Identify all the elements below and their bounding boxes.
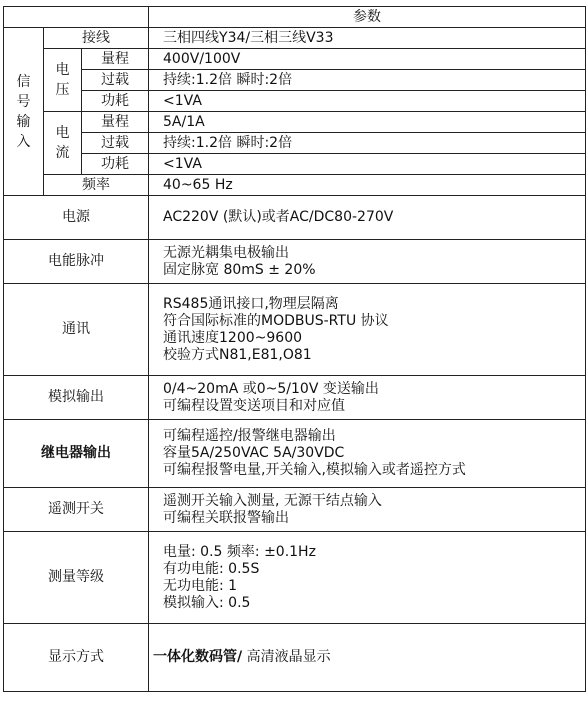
header-row [4, 7, 586, 28]
remote-switch-label-cell [4, 488, 149, 532]
display-bold-text: 一体化数码管/ [153, 649, 243, 665]
communication-label: 通讯 [62, 321, 90, 337]
display-label-cell [4, 624, 149, 692]
voltage-range-row [4, 49, 586, 70]
current-overload-row [4, 133, 586, 154]
communication-row [4, 284, 586, 376]
voltage-overload-label-cell [82, 70, 149, 91]
current-overload-label-cell [82, 133, 149, 154]
relay-output-label: 继电器输出 [41, 445, 111, 461]
accuracy-label: 测量等级 [48, 569, 104, 585]
accuracy-line: 无功电能: 1 [163, 577, 238, 594]
wiring-value-cell [149, 28, 586, 49]
header-param-cell [149, 7, 586, 28]
current-power-value-cell [149, 154, 586, 175]
wiring-label: 接线 [82, 29, 110, 46]
energy-pulse-line: 无源光耦集电极输出 [163, 244, 290, 261]
remote-switch-label: 遥测开关 [48, 501, 104, 517]
voltage-power-value: <1VA [163, 92, 202, 109]
remote-switch-row [4, 488, 586, 532]
voltage-power-value-cell [149, 91, 586, 112]
frequency-value-cell [149, 175, 586, 196]
current-range-row [4, 112, 586, 133]
communication-label-cell [4, 284, 149, 376]
accuracy-line: 模拟输入: 0.5 [163, 594, 251, 611]
voltage-power-label: 功耗 [101, 92, 129, 109]
current-overload-label: 过载 [101, 134, 129, 151]
power-supply-value-cell [149, 196, 586, 240]
wiring-label-cell [44, 28, 149, 49]
wiring-value: 三相四线Y34/三相三线V33 [163, 29, 334, 46]
current-range-value: 5A/1A [163, 113, 205, 130]
accuracy-line: 有功电能: 0.5S [163, 560, 260, 577]
current-power-label-cell [82, 154, 149, 175]
accuracy-value-cell [149, 532, 586, 624]
analog-output-row [4, 376, 586, 420]
display-value-cell [149, 624, 586, 692]
power-supply-line: AC220V (默认)或者AC/DC80-270V [163, 209, 394, 225]
current-power-row [4, 154, 586, 175]
energy-pulse-label: 电能脉冲 [48, 253, 104, 269]
voltage-label: 电压 [55, 62, 70, 98]
analog-output-line: 可编程设置变送项目和对应值 [163, 397, 346, 414]
voltage-power-label-cell [82, 91, 149, 112]
voltage-overload-value-cell [149, 70, 586, 91]
power-supply-label: 电源 [62, 209, 90, 225]
energy-pulse-row [4, 240, 586, 284]
accuracy-label-cell [4, 532, 149, 624]
current-overload-value-cell [149, 133, 586, 154]
relay-output-line: 可编程报警电量,开关输入,模拟输入或者遥控方式 [163, 462, 466, 478]
analog-output-value-cell [149, 376, 586, 420]
current-overload-value: 持续:1.2倍 瞬时:2倍 [163, 134, 293, 151]
current-power-label: 功耗 [101, 155, 129, 172]
voltage-overload-label: 过载 [101, 71, 129, 88]
header-blank-cell [4, 7, 149, 28]
analog-output-label: 模拟输出 [48, 389, 104, 405]
signal-input-group [4, 28, 44, 196]
voltage-range-value-cell [149, 49, 586, 70]
frequency-label-cell [44, 175, 149, 196]
frequency-label: 频率 [82, 176, 110, 193]
spec-table [3, 6, 586, 692]
current-range-label-cell [82, 112, 149, 133]
display-row [4, 624, 586, 692]
analog-output-label-cell [4, 376, 149, 420]
param-header: 参数 [353, 8, 382, 25]
relay-output-line: 容量5A/250VAC 5A/30VDC [163, 445, 345, 461]
wiring-row [4, 28, 586, 49]
power-supply-label-cell [4, 196, 149, 240]
frequency-value: 40~65 Hz [163, 176, 233, 193]
voltage-range-label: 量程 [101, 50, 129, 67]
relay-output-row [4, 420, 586, 488]
power-supply-row [4, 196, 586, 240]
signal-input-label: 信号输入 [16, 73, 31, 150]
remote-switch-line: 遥测开关输入测量, 无源干结点输入 [163, 492, 382, 509]
accuracy-line: 电量: 0.5 频率: ±0.1Hz [163, 543, 316, 560]
communication-line: 校验方式N81,E81,O81 [163, 346, 312, 363]
display-text: 高清液晶显示 [242, 649, 331, 665]
current-range-value-cell [149, 112, 586, 133]
relay-output-label-cell [4, 420, 149, 488]
current-power-value: <1VA [163, 155, 202, 172]
voltage-range-label-cell [82, 49, 149, 70]
accuracy-row [4, 532, 586, 624]
voltage-power-row [4, 91, 586, 112]
communication-line: 通讯速度1200~9600 [163, 329, 303, 346]
energy-pulse-line: 固定脉宽 80mS ± 20% [163, 261, 316, 278]
communication-line: RS485通讯接口,物理层隔离 [163, 295, 339, 312]
frequency-row [4, 175, 586, 196]
display-label: 显示方式 [48, 649, 104, 665]
communication-value-cell [149, 284, 586, 376]
energy-pulse-label-cell [4, 240, 149, 284]
remote-switch-value-cell [149, 488, 586, 532]
current-label: 电流 [55, 125, 70, 161]
voltage-group [44, 49, 82, 112]
voltage-overload-row [4, 70, 586, 91]
current-group [44, 112, 82, 175]
communication-line: 符合国际标准的MODBUS-RTU 协议 [163, 312, 389, 329]
relay-output-line: 可编程遥控/报警继电器输出 [163, 428, 336, 444]
remote-switch-line: 可编程关联报警输出 [163, 509, 290, 526]
voltage-overload-value: 持续:1.2倍 瞬时:2倍 [163, 71, 293, 88]
current-range-label: 量程 [101, 113, 129, 130]
analog-output-line: 0/4~20mA 或0~5/10V 变送输出 [163, 380, 379, 397]
relay-output-value-cell [149, 420, 586, 488]
voltage-range-value: 400V/100V [163, 50, 241, 67]
energy-pulse-value-cell [149, 240, 586, 284]
